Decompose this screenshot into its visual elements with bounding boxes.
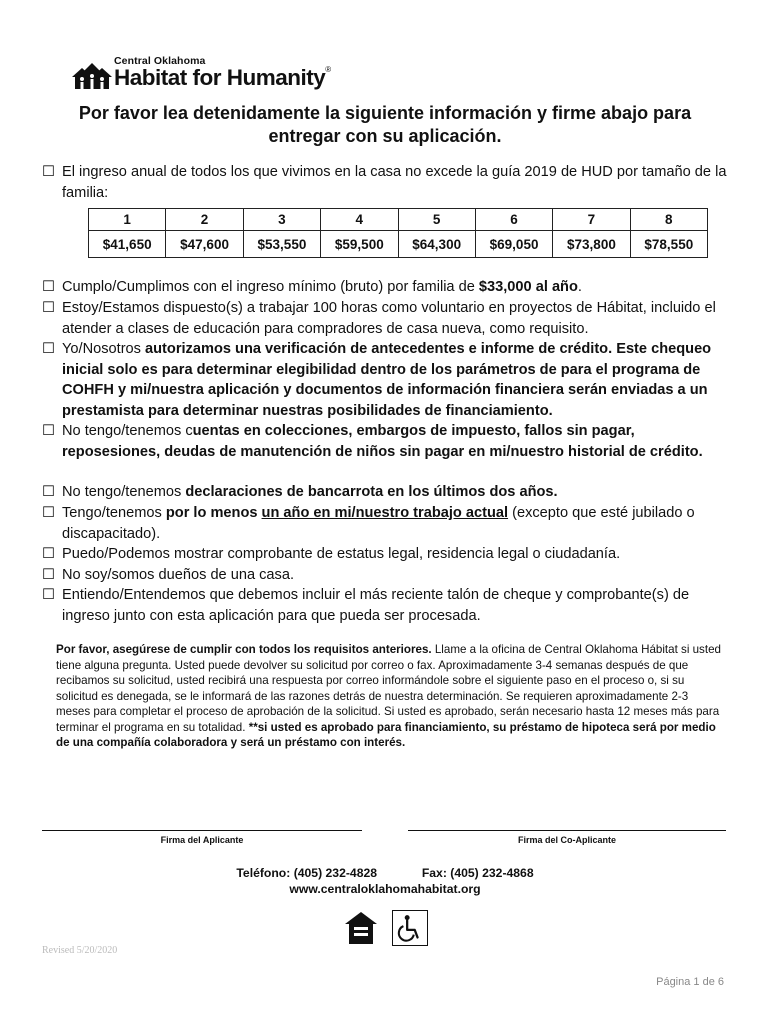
applicant-signature-label: Firma del Aplicante	[160, 835, 244, 845]
requirement-text	[42, 503, 732, 544]
text-bold: $33,000 al año	[478, 279, 578, 295]
applicant-signature-line[interactable]	[42, 830, 362, 831]
checkbox-icon[interactable]: ☐	[42, 300, 56, 316]
requirement-text: Entiendo/Entendemos que debemos incluir el más reciente talón de cheque y comprobante(s) de ingreso junto con esta aplicación para que pueda ser procesada.	[62, 587, 690, 624]
requirement-pay-stub	[42, 585, 732, 626]
requirement-text	[42, 277, 732, 298]
text-run: Yo/Nosotros	[62, 341, 146, 357]
text-run: Cumplo/Cumplimos con el ingreso mínimo (bruto) por familia de	[62, 279, 479, 295]
requirement-text	[42, 482, 732, 503]
requirement-text: Puedo/Podemos mostrar comprobante de estatus legal, residencia legal o ciudadanía.	[62, 546, 621, 562]
requirement-credit-check	[42, 339, 732, 421]
requirement-no-collections	[42, 421, 732, 462]
table-cell: 3	[243, 209, 320, 231]
table-cell: $69,050	[475, 231, 552, 258]
habitat-logo	[72, 55, 362, 95]
note-bold-intro: Por favor, asegúrese de cumplir con todos los requisitos anteriores.	[56, 643, 432, 656]
phone-number: Teléfono: (405) 232-4828	[236, 866, 378, 880]
checkbox-icon[interactable]: ☐	[42, 341, 56, 357]
requirement-legal-status	[42, 544, 732, 565]
table-cell: 2	[166, 209, 243, 231]
text-bold: por lo menos	[165, 505, 262, 521]
text-run: (excepto que esté jubilado o discapacitado).	[62, 505, 695, 542]
table-cell: 8	[630, 209, 707, 231]
title-line-2: entregar con su aplicación.	[268, 126, 502, 146]
requirement-minimum-income	[42, 277, 732, 298]
table-cell: $59,500	[321, 231, 398, 258]
text-run: No tengo/tenemos	[62, 484, 186, 500]
co-applicant-signature-label: Firma del Co-Aplicante	[517, 835, 616, 845]
habitat-houses-icon	[72, 63, 112, 91]
table-cell: $78,550	[630, 231, 707, 258]
page-number: Página 1 de 6	[656, 976, 724, 988]
page-title	[40, 102, 730, 148]
registered-mark: ®	[325, 65, 331, 74]
table-cell: 4	[321, 209, 398, 231]
contact-phone-fax	[0, 866, 770, 880]
table-cell: 7	[553, 209, 630, 231]
table-cell: $64,300	[398, 231, 475, 258]
requirement-text	[42, 339, 732, 421]
requirement-no-home-owner	[42, 565, 732, 586]
table-row-income-limits	[89, 231, 708, 258]
requirement-volunteer-hours	[42, 298, 732, 339]
equal-housing-opportunity-icon	[343, 910, 379, 946]
instructions-note	[56, 642, 724, 751]
hud-income-table	[88, 208, 708, 258]
logo-org-name	[114, 65, 331, 91]
table-cell: $53,550	[243, 231, 320, 258]
requirement-employment	[42, 503, 732, 544]
table-cell: 5	[398, 209, 475, 231]
text-bold-underline: un año en mi/nuestro trabajo actual	[261, 505, 509, 521]
requirement-income-limit	[42, 162, 732, 203]
text-run: Tengo/tenemos	[62, 505, 166, 521]
fax-number: Fax: (405) 232-4868	[421, 866, 534, 880]
logo-org-line: Central Oklahoma	[114, 55, 206, 67]
text-bold: uentas en colecciones, embargos de impuesto, fallos sin pagar, reposesiones, deudas de manutención de niños sin pagar en mi/nuestro historial de crédito.	[62, 423, 703, 460]
requirement-text: Estoy/Estamos dispuesto(s) a trabajar 100 horas como voluntario en proyectos de Hábitat, incluido el atender a clases de educación para compradores de casa nueva, como requisito.	[62, 300, 716, 337]
note-text: Llame a la oficina de Central Oklahoma Hábitat si usted tiene alguna pregunta. Usted puede devolver su solicitud por correo o fax. Aproximadamente 3-4 semanas después de que recibamos su solicitud, usted recibirá una respuesta por correo informándole sobre el siguiente paso en el proceso o, si su solicitud es denegada, se le informará de las razones detrás de nuestra determinación. Se requieren aproximadamente 2-3 meses para completar el proceso de aprobación de la solicitud. Si usted es aprobado, serán necesario hasta 12 meses más para terminar el programa en su totalidad.	[56, 643, 721, 734]
checkbox-icon[interactable]: ☐	[42, 423, 56, 439]
table-cell: 1	[89, 209, 166, 231]
table-cell: $41,650	[89, 231, 166, 258]
checkbox-icon[interactable]: ☐	[42, 546, 56, 562]
requirement-text	[42, 421, 732, 462]
requirement-text: El ingreso anual de todos los que vivimos en la casa no excede la guía 2019 de HUD por tamaño de la familia:	[62, 164, 727, 201]
table-cell: $73,800	[553, 231, 630, 258]
note-bold-financing: **si usted es aprobado para financiamiento, su préstamo de hipoteca será por medio de una compañía colaboradora y será un préstamo con interés.	[56, 720, 716, 749]
revision-date: Revised 5/20/2020	[42, 945, 118, 956]
website-link[interactable]: www.centraloklahomahabitat.org	[289, 882, 481, 896]
checkbox-icon[interactable]: ☐	[42, 484, 56, 500]
checkbox-icon[interactable]: ☐	[42, 567, 56, 583]
table-row-household-size	[89, 209, 708, 231]
checkbox-icon[interactable]: ☐	[42, 505, 56, 521]
logo-name-text: Habitat for Humanity	[114, 65, 326, 90]
checkbox-icon[interactable]: ☐	[42, 164, 56, 180]
table-cell: 6	[475, 209, 552, 231]
wheelchair-accessible-icon	[392, 910, 428, 946]
table-cell: $47,600	[166, 231, 243, 258]
requirement-text: No soy/somos dueños de una casa.	[62, 567, 295, 583]
text-bold: autorizamos una verificación de antecedentes e informe de crédito. Este chequeo inicial solo es para determinar elegibilidad dentro de los parámetros de para el programa de COHFH y mi/nuestra aplicación y documentos de información financiera serán enviadas a un prestamista para determinar nuestras posibilidades de financiamiento.	[62, 341, 712, 419]
text-run: .	[577, 279, 582, 295]
text-run: No tengo/tenemos c	[62, 423, 193, 439]
checkbox-icon[interactable]: ☐	[42, 279, 56, 295]
checkbox-icon[interactable]: ☐	[42, 587, 56, 603]
co-applicant-signature-line[interactable]	[408, 830, 726, 831]
requirement-no-bankruptcy	[42, 482, 732, 503]
text-bold: declaraciones de bancarrota en los últimos dos años.	[185, 484, 558, 500]
title-line-1: Por favor lea detenidamente la siguiente información y firme abajo para	[78, 103, 692, 123]
